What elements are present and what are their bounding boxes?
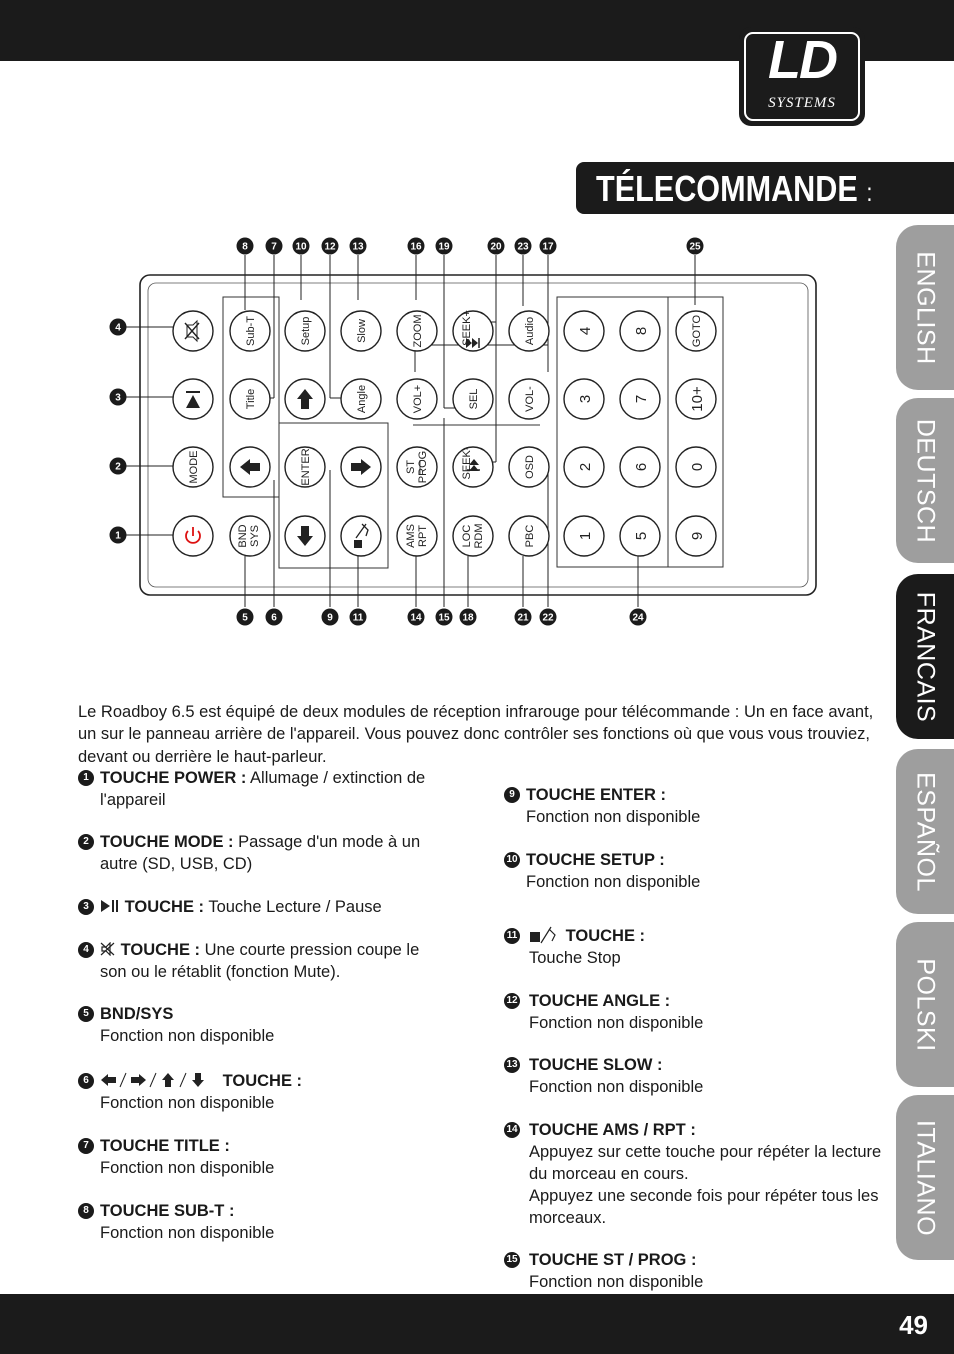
svg-text:10+: 10+ [689, 386, 706, 412]
callout-number: 25 [689, 241, 701, 253]
tab-english[interactable]: ENGLISH [896, 225, 954, 390]
tab-polski[interactable]: POLSKI [896, 922, 954, 1087]
list-item: 1 TOUCHE POWER : Allumage / extinction de l'appareil [78, 767, 448, 811]
list-item: 3 TOUCHE : Touche Lecture / Pause [78, 896, 448, 918]
svg-text:Sub-T: Sub-T [245, 316, 257, 346]
svg-text:Audio: Audio [524, 316, 536, 346]
list-item: 9 TOUCHE ENTER : Fonction non disponible [504, 784, 884, 828]
svg-text:SEEK+: SEEK+ [461, 310, 473, 346]
stop-eject-icon [529, 926, 561, 944]
svg-text:6: 6 [633, 462, 650, 472]
svg-text:2: 2 [577, 462, 594, 472]
svg-text:VOL-: VOL- [524, 386, 536, 412]
page-number: 49 [899, 1310, 928, 1340]
remote-diagram [0, 0, 880, 640]
svg-text:AMS: AMS [405, 524, 417, 548]
list-item: 5 BND/SYS Fonction non disponible [78, 1003, 448, 1047]
callout-number: 11 [352, 612, 364, 624]
tab-francais[interactable]: FRANCAIS [896, 574, 954, 739]
svg-text:Title: Title [245, 388, 257, 410]
bottom-bar [0, 1294, 954, 1354]
list-item: 8 TOUCHE SUB-T : Fonction non disponible [78, 1200, 448, 1244]
svg-text:RDM: RDM [473, 523, 485, 549]
svg-text:1: 1 [577, 531, 594, 541]
callout-number: 24 [632, 612, 644, 624]
list-item: 6 TOUCHE : Fonction non disponible [78, 1070, 448, 1114]
direction-arrows-icon [100, 1072, 218, 1088]
callout-number: 18 [462, 612, 474, 624]
svg-text:BND: BND [237, 524, 249, 548]
list-item: 2 TOUCHE MODE : Passage d'un mode à un autre (SD, USB, CD) [78, 831, 448, 875]
callout-number: 21 [517, 612, 529, 624]
svg-text:RPT: RPT [417, 525, 429, 547]
svg-text:LOC: LOC [461, 524, 473, 548]
svg-text:8: 8 [633, 326, 650, 336]
callout-number: 4 [115, 322, 121, 334]
tab-italiano[interactable]: ITALIANO [896, 1095, 954, 1260]
svg-text:5: 5 [633, 531, 650, 541]
svg-text:PBC: PBC [524, 524, 536, 548]
list-item: 11 TOUCHE : Touche Stop [504, 925, 884, 969]
callout-number: 13 [352, 241, 364, 253]
tab-espanol[interactable]: ESPAÑOL [896, 749, 954, 914]
callout-number: 5 [242, 612, 248, 624]
callout-number: 14 [410, 612, 422, 624]
svg-text:7: 7 [633, 394, 650, 404]
svg-text:GOTO: GOTO [691, 314, 703, 348]
ld-systems-logo: LD SYSTEMS [739, 27, 865, 126]
list-item: 12 TOUCHE ANGLE : Fonction non disponible [504, 990, 884, 1034]
callout-number: 3 [115, 392, 121, 404]
callout-number: 22 [542, 612, 554, 624]
svg-text:VOL+: VOL+ [412, 384, 424, 414]
callout-number: 7 [271, 241, 277, 253]
callout-number: 17 [542, 241, 554, 253]
list-item: 4 TOUCHE : Une courte pression coupe le son ou le rétablit (fonction Mute). [78, 939, 448, 983]
list-item: 13 TOUCHE SLOW : Fonction non disponible [504, 1054, 884, 1098]
svg-text:OSD: OSD [524, 455, 536, 479]
play-pause-icon [100, 899, 120, 913]
callout-number: 15 [438, 612, 450, 624]
intro-paragraph: Le Roadboy 6.5 est équipé de deux modules de réception infrarouge pour télécommande : Un en face avant, un sur le panneau arrière de l'appareil. Vous pouvez donc contrôler ses fonctions où que vous vous trouviez, devant ou derrière le haut-parleur. [78, 702, 874, 766]
callout-number: 20 [490, 241, 502, 253]
callout-number: 2 [115, 461, 121, 473]
callout-number: 9 [327, 612, 333, 624]
svg-text:PROG: PROG [417, 450, 429, 484]
svg-text:3: 3 [577, 394, 594, 404]
svg-text:SEL: SEL [468, 388, 480, 410]
callout-number: 16 [410, 241, 422, 253]
tab-deutsch[interactable]: DEUTSCH [896, 398, 954, 563]
svg-text:MODE: MODE [188, 450, 200, 484]
callout-number: 1 [115, 530, 121, 542]
svg-text:SYS: SYS [249, 524, 261, 548]
list-item: 14 TOUCHE AMS / RPT : Appuyez sur cette touche pour répéter la lecture du morceau en cours. Appuyez une seconde fois pour répéter tous les morceaux. [504, 1119, 884, 1229]
callout-number: 19 [438, 241, 450, 253]
page-title: TÉLECOMMANDE [596, 168, 858, 209]
list-item: 7 TOUCHE TITLE : Fonction non disponible [78, 1135, 448, 1179]
svg-text:Angle: Angle [356, 384, 368, 414]
mute-icon [100, 942, 116, 956]
callout-number: 23 [517, 241, 529, 253]
svg-text:0: 0 [689, 462, 706, 472]
page-title-colon: : [866, 177, 873, 207]
svg-text:Slow: Slow [356, 319, 368, 343]
list-item: 10 TOUCHE SETUP : Fonction non disponible [504, 849, 884, 893]
callout-number: 12 [324, 241, 336, 253]
svg-text:Setup: Setup [300, 316, 312, 346]
list-item: 15 TOUCHE ST / PROG : Fonction non disponible [504, 1249, 884, 1293]
svg-text:9: 9 [689, 531, 706, 541]
svg-text:SEEK-: SEEK- [461, 446, 473, 480]
svg-text:ST: ST [405, 459, 417, 475]
callout-number: 8 [242, 241, 248, 253]
svg-text:4: 4 [577, 326, 594, 336]
svg-text:ENTER: ENTER [300, 448, 312, 486]
svg-text:ZOOM: ZOOM [412, 314, 424, 348]
callout-number: 10 [295, 241, 307, 253]
callout-number: 6 [271, 612, 277, 624]
